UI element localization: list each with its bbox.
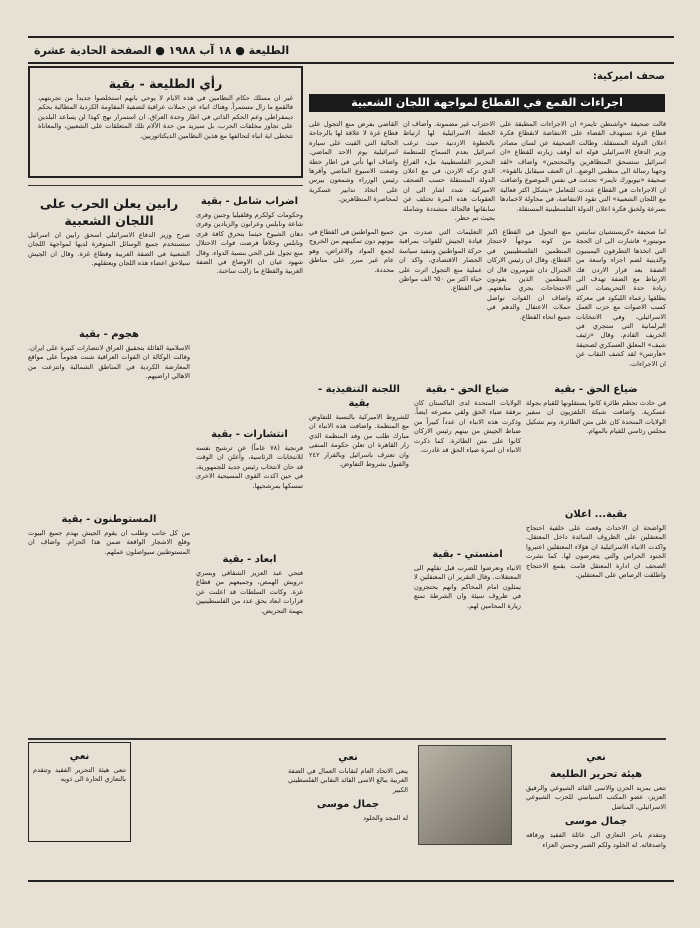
obit-right-condolence: وتتقدم باحر التعازي الى عائلة الفقيد ورفاقه واصدقائه. له الخلود ولكم الصبر وحسن العزاء [526,831,666,849]
col-g-head: رابين يعلن الحرب على اللجان الشعبية [39,196,179,228]
opinion-title: رأي الطليعة - بقية [108,76,223,91]
col-e [414,545,521,735]
col-b-body: الولايات المتحدة لدى الباكستان كان برفقة ضياء الحق ولقي مصرعه ايضاً. وذكرت هذه الانباء ان عدداً كبيراً من ضباط الجيش من بينهم رئيس الاركان كانوا على متن الطائرة. كما ذكرت الانباء ان اسرة ضياء الحق قد غادرت. [414,399,521,455]
col-i-body: فتحي عبد العزيز الشقاقي وبسري درويش الهمص، وجميعهم من قطاع غزة. وكانت السلطات قد اعلنت عن قرارات ابعاد بحق عدد من الفلسطينيين بتهمة التحريض. [196,569,303,615]
col-c-head: ضياع الحق - بقية [554,384,638,395]
col-a-head: اضراب شامل - بقية [200,196,299,207]
obit-right-org: هيئة تحرير الطليعة [549,769,643,780]
col-d [309,380,409,540]
col-k-body: من كل جانب وطلب ان يقوم الجيش بهدم جميع البيوت وقلع الاشجار الواقعة ضمن هذا الحزام. واضاف ان المستوطنين سيواصلون عملهم. [28,529,190,556]
portrait-photo [418,745,512,845]
obit-right-name: جمال موسى [564,816,628,828]
lead-right: قالت صحيفة «واشنطن تايمز» ان الاجراءات المطبقة على قطاع غزة تستهدف القضاء على الانتفاضة لانقطاع فكرة اعلان الدولة المستقلة. وطالت الصحيفة عن لسان مصادر وزير الدفاع الاسرائيلي قوله انه أوقف زيارته للقطاع «ان اسرائيل ستسحق المتظاهرين والمحتجين» واضاف «لقد وجهنا رسالة الى منظمي الوضع.. ان العنف سيقابل بالقوة». صحيفة «نيويورك تايمز» تحدثت في نفس الموضوع واضافت ان الاجراءات في القطاع عددت للتعامل «بشكل اكثر فعالية مع اللجان الشعبية» التي تقود الانتفاضة، في محاولة لاخمادها بسرعة ولخنق فكرة اعلان الدولة الفلسطينية المستقلة. [500,120,666,213]
col-h-head: انتشارات - بقية [211,429,288,440]
obit-left-closing: له المجد والخلود [363,814,408,823]
col-b-head: ضياع الحق - بقية [425,384,510,395]
col-j [28,325,190,505]
obit-left-name: جمال موسى [316,799,380,811]
col-mid-left: التعليمات التي صدرت من قيادة الجيش للقوات بمراقبة حركة المواطنين وتنفيذ سياسة الحصار الاقتصادي، واكد ان عملية منع التجول اثرت على حياة اكثر من ٦٥٠ الف مواطن في القطاع. [399,228,482,293]
section-label-box [560,67,665,87]
col-k [28,510,190,640]
col-b [414,380,521,540]
col-d-body: للشروط الاميركية بالنسبة للتفاوض مع المنظمة. واضافت هذه الانباء ان مبارك طلب من وفد المنظمة الذي زار القاهرة ان تعلن حكومة المنفى وان تعترف باسرائيل وبالقرار ٢٤٢ والقبول بشروط التفاوض. [309,413,409,469]
obit-left [288,748,408,873]
col-f-body: الواضحة ان الاحداث وقعت على خلفية احتجاج المعتقلين على الظروف السائدة داخل المعتقل. واكدت الانباء الاسرائيلية ان هؤلاء المعتقلين اعتبروا الجنود الحراس والتي يتعرضون لها. كما نشرت الصحف ان ادارة المعتقل قامت بقمع الاحتجاج واطلقت الرصاص على المعتقلين. [526,524,666,580]
opinion-body: غير ان مسلك حكام النظامين في هذه الايام لا يوحي بانهم استخلصوا جديداً من تجربتهم، فالقمع ما زال مستمراً. وهناك انباء عن حملات عراقية لتصفية المقاومة الكردية المطالبة بحكم ديمقراطي وعم الحكم الذاتي في اطار وحدة العراق. ان استمرار نهج كهذا لن يساعد البلدين على تجاوز مخلفات الحرب، بل سيزيد من حدة الآلام تلك المتعلقات على الشعبين، والمعاناة تتخطى اية انباء لتحالفها مع هذين النظامين الديكتاتوريين. [38,94,293,140]
section-label: صحف اميركية: [592,71,665,82]
obit-left-pill: نعي [338,752,358,763]
col-e-head: امتستي - بقية [432,549,503,560]
obit-right [526,748,666,873]
col-g [28,192,190,322]
col-g-body: صرح وزير الدفاع الاسرائيلي اسحق رابين ان اسرائيل ستستخدم جميع الوسائل المتوفرة لديها لمواجهة اللجان الشعبية في الضفة الغربية وقطاع غزة. وقال ان الجيش سيلاحق اعضاء هذه اللجان ويعتقلهم. [28,231,190,268]
obit-box [28,742,131,842]
col-mid-right: منع التجول في القطاع اكبر من كونه موجهاً لاحتجاز المنظمين الفلسطينيين في القطاع. وقال ان رئيس الاركان الجنرال دان شومرون قال ان المنظمين الذين يقودون الاحتجاجات يجري متابعتهم. واضاف ان القوات تواصل حملات الاعتقال والدهم في جميع انحاء القطاع. [487,228,571,321]
obit-right-body: تنعى بمزيد الحزن والاسى القائد الشيوعي والرفيق العزيز، عضو المكتب السياسي للحزب الشيوعي الاسرائيلي، المناضل [526,784,666,811]
opinion-box [28,66,303,178]
page-header [28,36,674,64]
col-i-head: ابعاد - بقية [222,554,277,565]
header-text: الطليعة ● ١٨ آب ١٩٨٨ ● الصفحة الحادية عشرة [34,43,290,57]
col-a-body: وحكومات كولكرم وقلقيليا وجنين وقرى شاعة ونابلس وعرابون والزبادين وقرى دهان الشيوخ حيثما بتحرق كافة قرى ونابلس وخلافاً فرضت قوات الاحتلال منع تجول على الحي بنسبة الدواء. وقال شهود عيان ان الاوضاع في الضفة الغربية والقطاع ما زالت ساخنة. [196,211,303,276]
col-k-head: المستوطنون - بقية [61,514,157,525]
obit-box-pill: نعي [69,751,90,762]
obit-right-pill: نعي [586,752,606,763]
col-h-body: فرنجية (٧٨ عاماً) عن ترشيح نفسه للانتخابات الرئاسية، وأعلن ان الوقت قد حان لانتخاب رئيس جديد للجمهورية، في حين اكدت القوى المسيحية الاخرى تمسكها بمرشحيها. [196,444,303,490]
subhead-mid: جميع المواطنين في القطاع في بيوتهم دون تمكينهم من الخروج لجمع المواد والاغراض، وهو عام غير مبرر على مناطق محددة. [309,228,394,274]
col-d-head: اللجنة التنفيذية - بقية [318,384,400,409]
col-f-head: بقية... اعلان [564,509,628,520]
obit-box-body: تنعى هيئة التحرير الفقيد وتتقدم بالتعازي الحارة الى ذويه [33,766,126,784]
col-j-head: هجوم - بقية [79,329,139,340]
main-headline: اجراءات القمع في القطاع لمواجهة اللجان الشعبية [309,94,665,112]
col-e-body: الانباء وتعرضوا للضرب قبل نقلهم الى المعتقلات. وقال التقرير ان المعتقلين لا يمثلون امام المحاكم وانهم يحتجزون في ظروف سيئة وان الشرطة تمنع زيارة المحامين لهم. [414,564,521,610]
col-i [196,550,303,735]
col-far-right: اما صحيفة «كريستشيان ساينس مونيتور» فاشارت الى ان الحجة التي اتخذها التطرفون اليمينيون والدينية لضم اجزاء واسعة من الضفة بعد قرار الاردن فك الارتباط مع الضفة تهدف الى زيادة حدة التحريضات التي يطلقها زعماء الليكود في معركة كسب الاصوات مع حزب العمل الاسرائيلي، وفي الانتخابات البرلمانية التي ستجري في الخريف القادم. وقال «زئيف شيف» المعلق العسكري لصحيفة «هآرتس» لقد كشف النقاب عن ان الاجراءات. [576,228,666,368]
col-a [196,192,303,420]
col-c [526,380,666,500]
col-f [526,505,666,735]
lead-mid: الاحتراب غير مضمونة. وأضاف ان الخطة الاسرائيلية لها ارتباط بالخطوة الاردنية حيث ترغب اسرائيل بعدم السماح للمنظمة التحرير الفلسطينية ملء الفراغ الذي تركه الاردن، في مع اعلان الدولة المستقلة حسب الصحف الاميركية. شدد اشار الى ان العقوبات هذه المرة تختلف عن سابقاتها فالحالة متشددة وشاملة بحيث تم حظر. [403,120,495,223]
col-c-body: في حادث تحطم طائرة كانوا يستقلونها للقيام بجولة عسكرية. واضافت شبكة التلفزيون ان سفير الولايات المتحدة كان على متن الطائرة، وتم تشكيل مجلس رئاسي للقيام بالمهام. [526,399,666,436]
col-h [196,425,303,545]
obit-left-body: ينعى الاتحاد العام لنقابات العمال في الضفة الغربية ببالغ الاسى القائد النقابي الفلسطيني الكبير [288,767,408,794]
lead-left: القاضي بفرض منع التجول على قطاع غزة لا علاقة لها بالرجاحة الحالية التي القيت على سيارة اسرائيلية يوم الاحد الماضي. واضاف انها تأتي في اطار خطة وضعت الاسبوع الماضي وأقرها رئيس الوزراء وشمعون بيرس على اتخاذ تدابير عسكرية لمحاصرة المتظاهرين. [309,120,398,204]
footer-rule [28,880,674,882]
col-j-body: الاسلامية القائلة بتحقيق العراق لانتصارات كبيرة على ايران. وقالت الوكالة ان القوات العراقية شنت هجوماً على مواقع المعارضة الكردية في المناطق الشمالية وانتزعت من الاهالي اراضيهم. [28,344,190,381]
